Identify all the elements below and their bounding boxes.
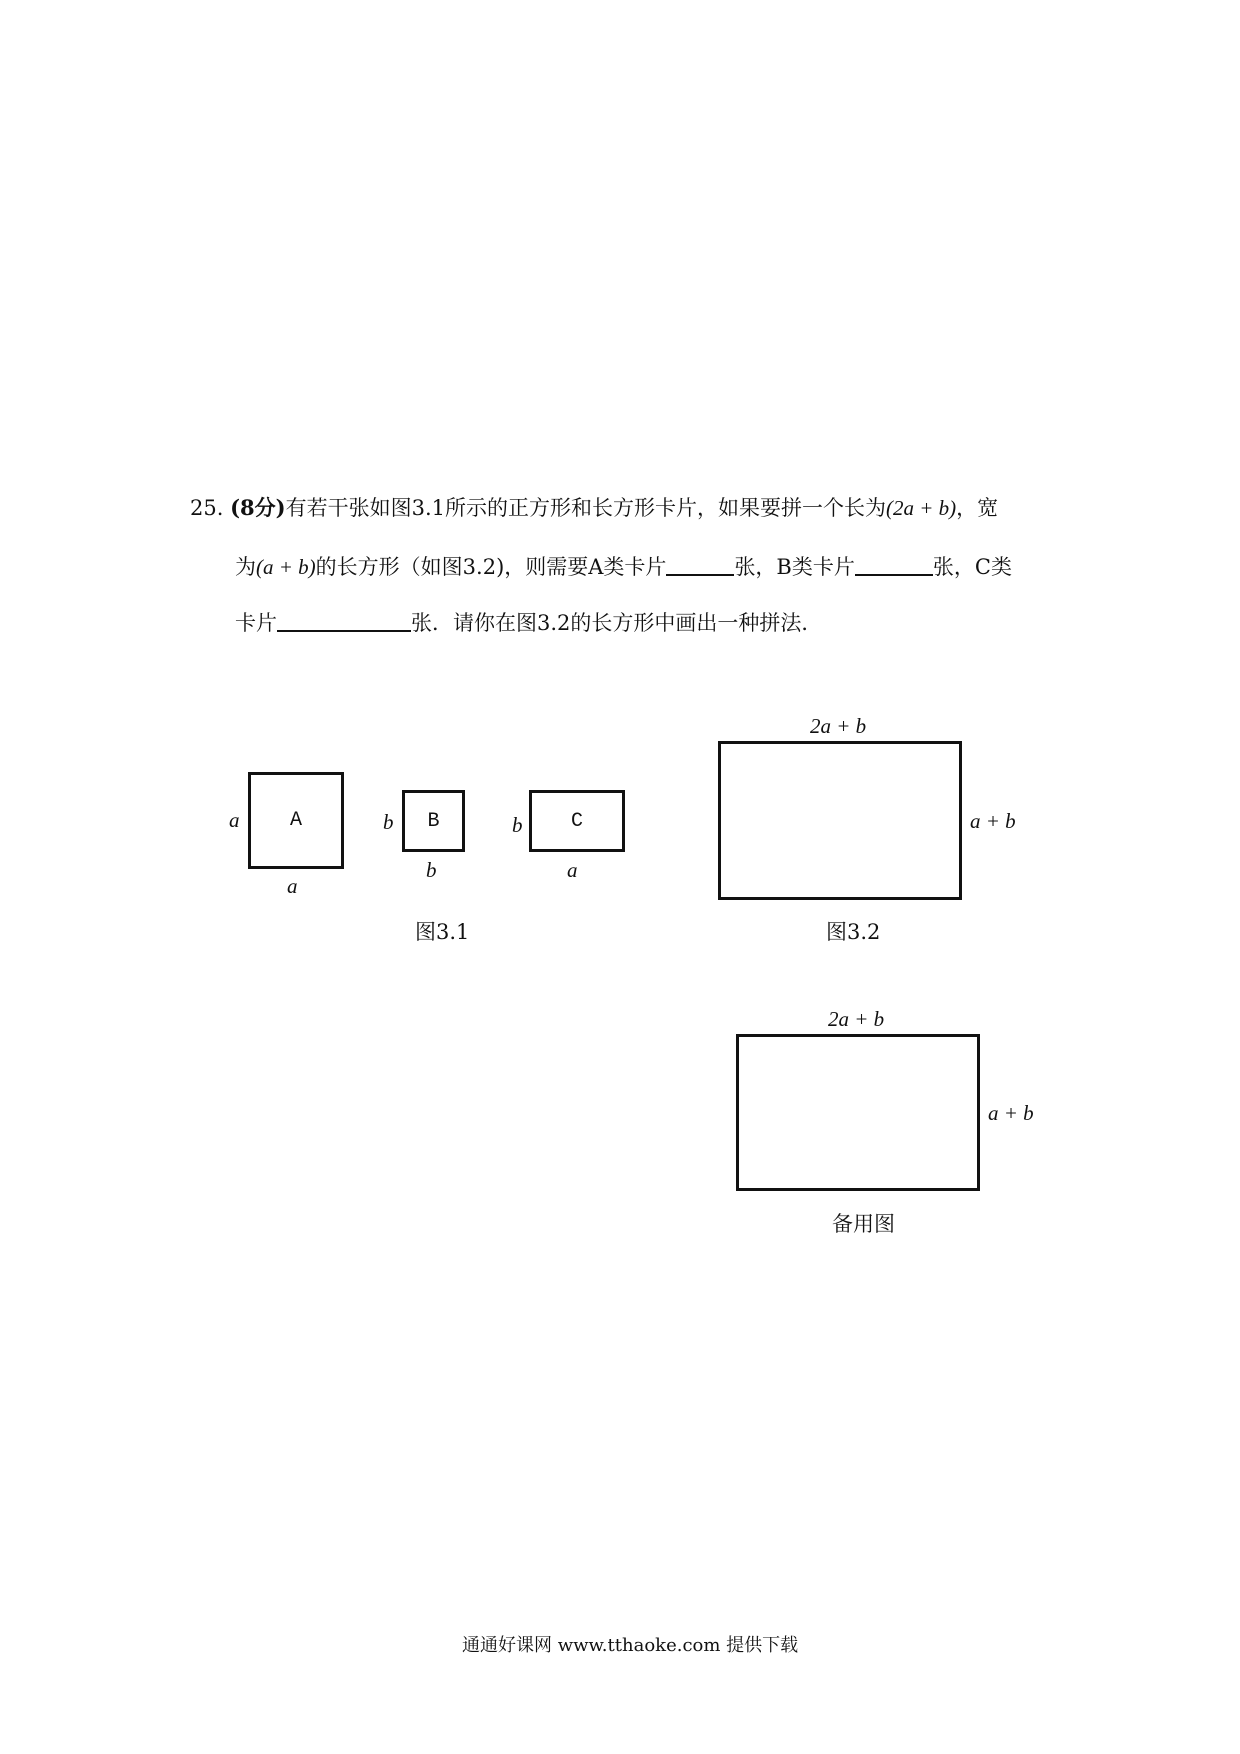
blank-a-count[interactable] <box>666 552 734 576</box>
spare-right-label: a + b <box>988 1101 1034 1125</box>
figure-3-1-caption: 图3.1 <box>415 920 470 944</box>
card-b <box>402 790 465 852</box>
length-expression: (2a + b) <box>885 496 957 520</box>
card-c-side-left: b <box>512 813 523 837</box>
card-b-label: B <box>427 809 440 833</box>
spare-rectangle[interactable] <box>736 1034 980 1191</box>
page-footer: 通通好课网 www.tthaoke.com 提供下载 <box>462 1635 799 1656</box>
question-line2-mid: 的长方形（如图3.2)，则需要A类卡片 <box>315 555 667 579</box>
question-line2-after-blank2: 张，C类 <box>932 555 1012 579</box>
spare-caption: 备用图 <box>832 1212 895 1236</box>
card-a-side-bottom: a <box>287 874 298 898</box>
card-a-label: A <box>289 809 302 832</box>
figure-3-2-top-label: 2a + b <box>810 714 867 738</box>
question-line3-tail: 张．请你在图3.2的长方形中画出一种拼法． <box>411 611 823 635</box>
question-number: 25. <box>190 496 224 520</box>
figure-3-2-rectangle[interactable] <box>718 741 962 900</box>
figure-3-2-caption: 图3.2 <box>826 920 881 944</box>
card-a <box>248 772 344 869</box>
card-c-side-bottom: a <box>567 858 578 882</box>
card-c <box>529 790 625 852</box>
card-c-label: C <box>570 809 583 833</box>
question-line-2 <box>235 552 1012 581</box>
card-b-side-bottom: b <box>426 858 437 882</box>
question-line3-head: 卡片 <box>235 611 277 635</box>
question-line1-text: 有若干张如图3.1所示的正方形和长方形卡片，如果要拼一个长为 <box>285 496 886 520</box>
question-points: (8分) <box>230 495 286 520</box>
card-b-side-left: b <box>383 810 394 834</box>
question-line-3 <box>235 608 822 637</box>
width-expression: (a + b) <box>256 555 316 579</box>
card-a-side-left: a <box>229 808 240 832</box>
question-line-1 <box>190 494 998 522</box>
question-line1-tail: ，宽 <box>956 496 999 520</box>
question-line2-head: 为 <box>235 555 256 579</box>
question-line2-after-blank1: 张，B类卡片 <box>734 555 855 579</box>
blank-c-count[interactable] <box>277 608 411 632</box>
spare-top-label: 2a + b <box>828 1007 885 1031</box>
figure-3-2-right-label: a + b <box>970 809 1016 833</box>
blank-b-count[interactable] <box>855 552 933 576</box>
